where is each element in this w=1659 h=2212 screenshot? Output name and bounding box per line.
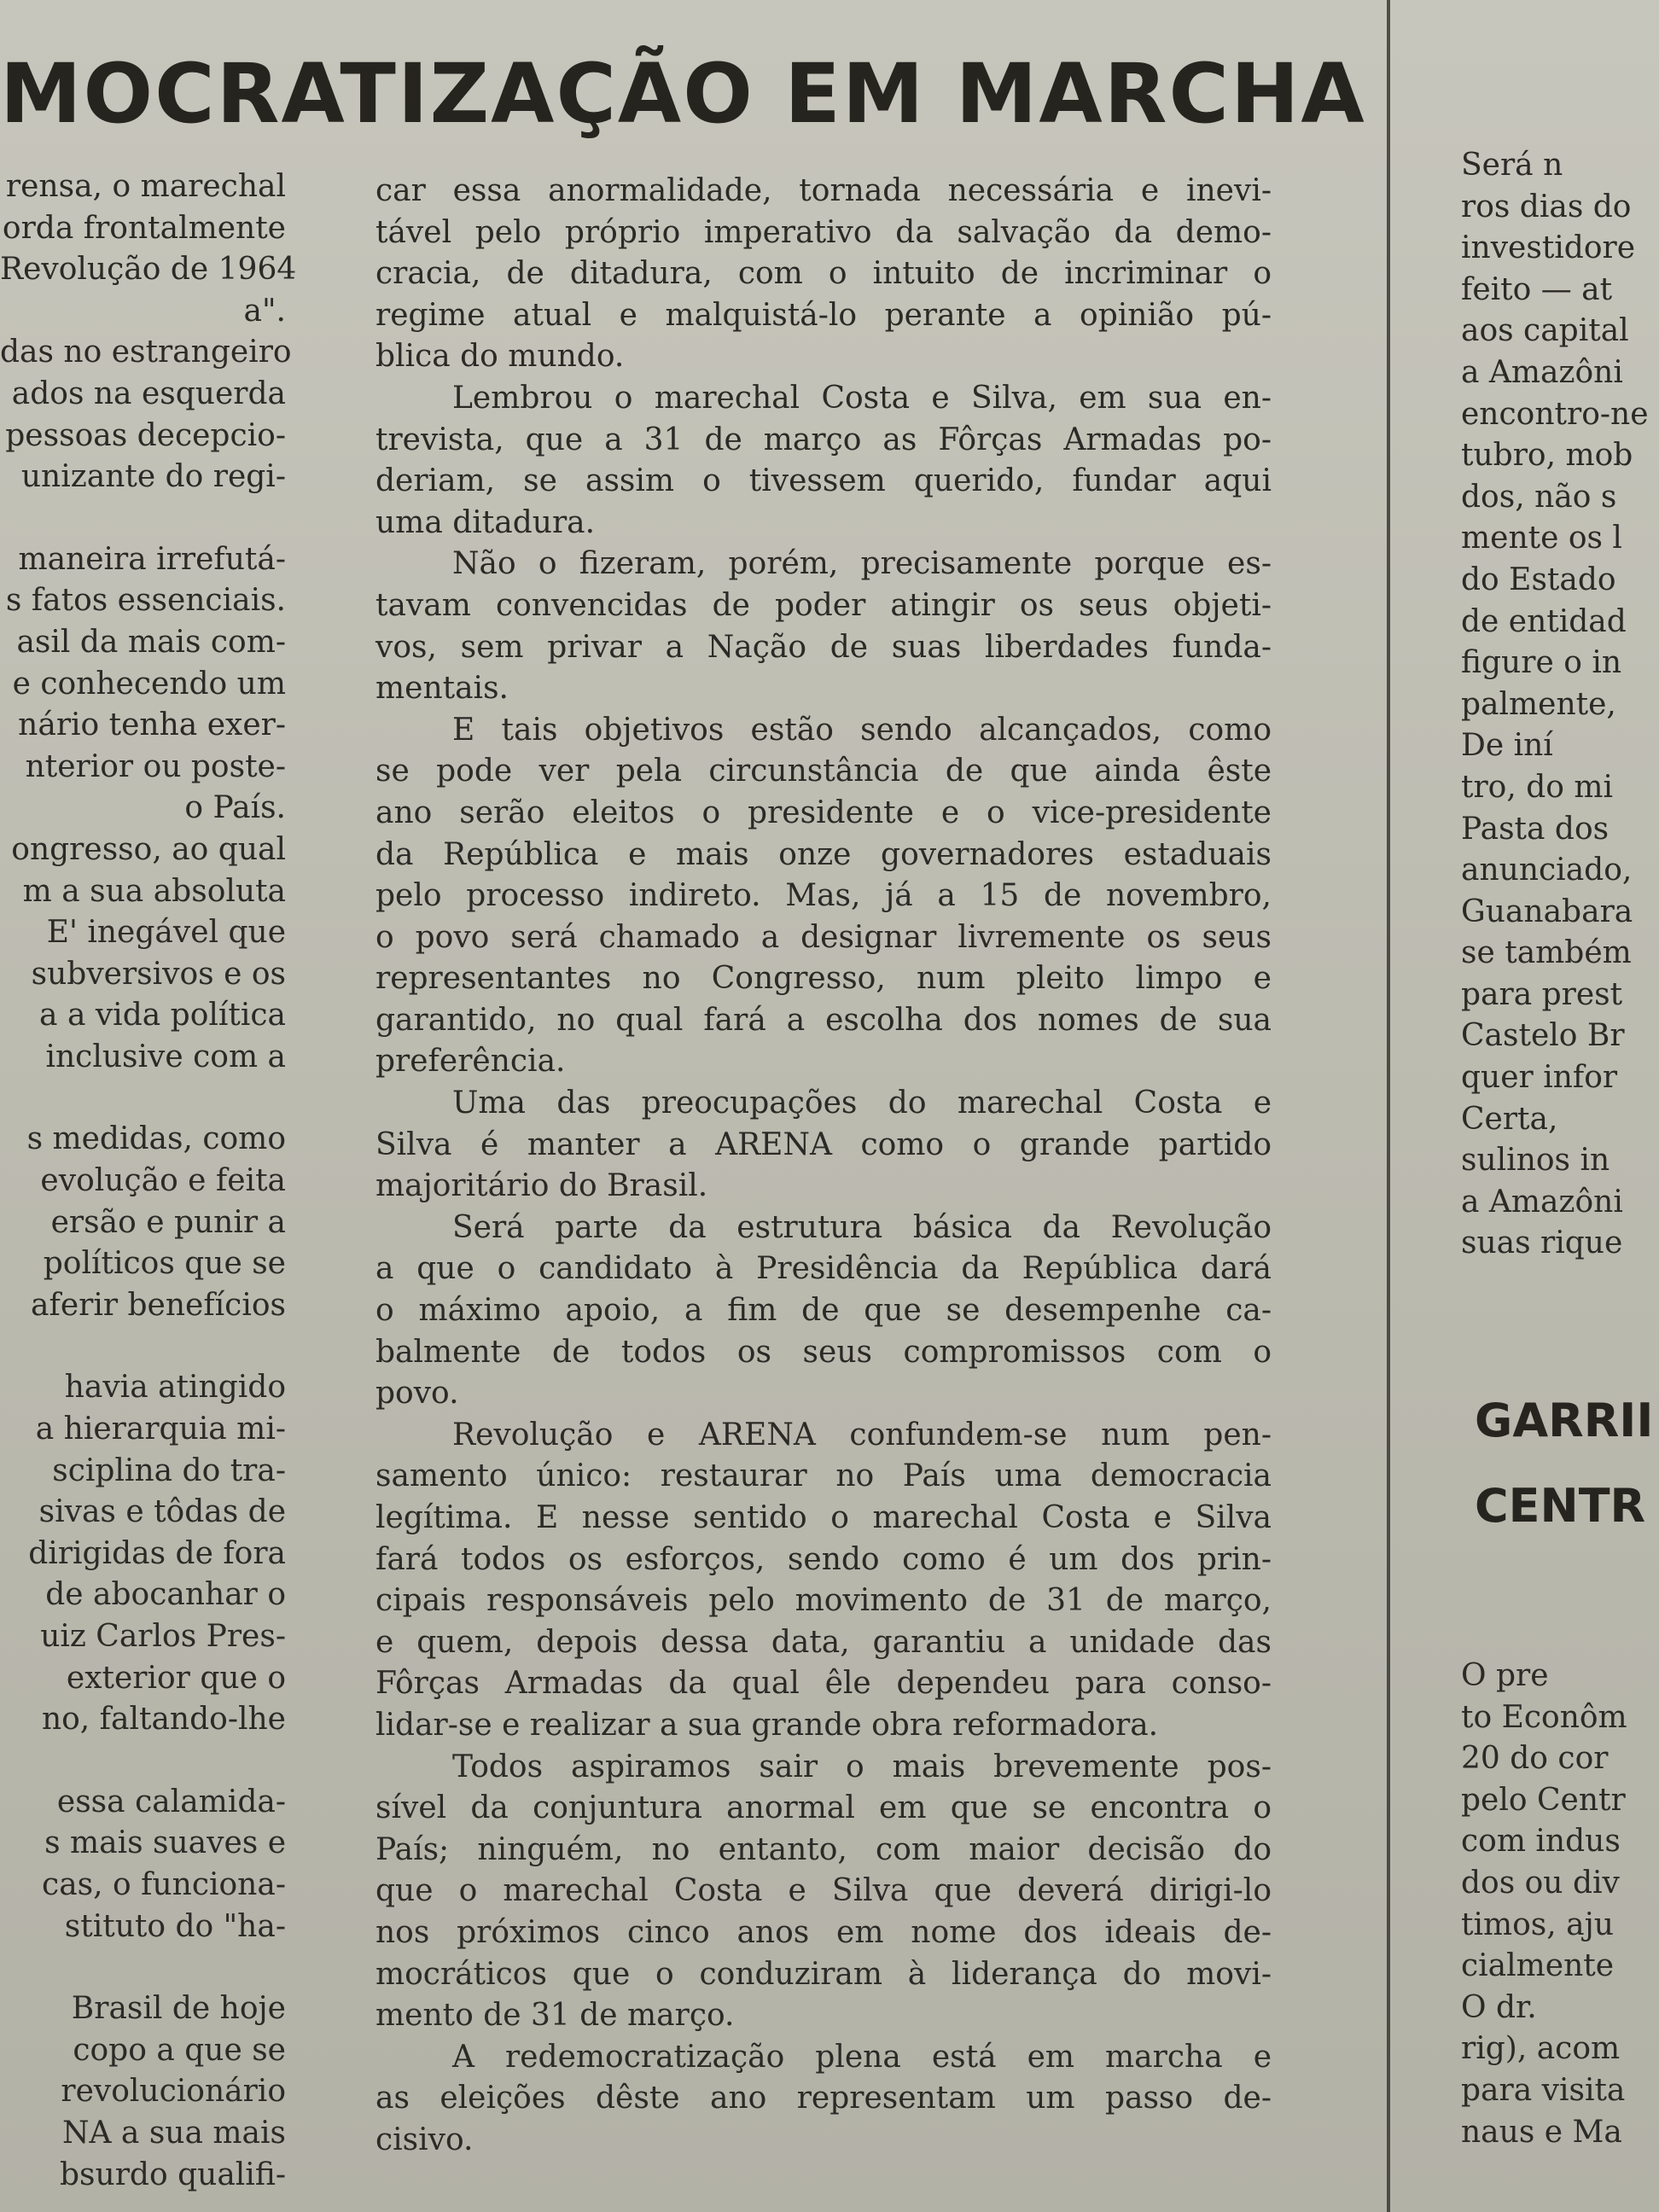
text-line: O pre bbox=[1461, 1658, 1549, 1693]
text-line: orda frontalmente bbox=[2, 210, 286, 246]
main-article-column bbox=[375, 171, 1272, 2162]
subhead-line: GARRII bbox=[1475, 1394, 1654, 1447]
text-line: tavam convencidas de poder atingir os seus objeti- bbox=[375, 587, 1272, 623]
text-line: dirigidas de fora bbox=[28, 1535, 286, 1571]
right-article-column-top bbox=[1461, 145, 1659, 1265]
text-line: vos, sem privar a Nação de suas liberdades funda- bbox=[375, 629, 1272, 665]
text-line: uma ditadura. bbox=[375, 504, 596, 540]
text-line: palmente, bbox=[1461, 686, 1616, 722]
text-line: stituto do "ha- bbox=[64, 1908, 286, 1944]
text-line: anunciado, bbox=[1461, 853, 1633, 888]
text-line: Será n bbox=[1461, 148, 1563, 183]
text-line: s fatos essenciais. bbox=[5, 583, 286, 619]
text-line: de abocanhar o bbox=[45, 1577, 286, 1613]
text-line: que o marechal Costa e Silva que deverá dirigi-lo bbox=[375, 1873, 1272, 1909]
text-line: sivas e tôdas de bbox=[38, 1494, 286, 1530]
text-line: copo a que se bbox=[73, 2032, 286, 2068]
text-line: feito — at bbox=[1461, 271, 1613, 307]
text-line: e quem, depois dessa data, garantiu a unidade das bbox=[375, 1624, 1272, 1660]
text-line: O dr. bbox=[1461, 1989, 1537, 2025]
text-line: Guanabara bbox=[1461, 894, 1633, 929]
text-line: mocráticos que o conduziram à liderança do movi- bbox=[375, 1956, 1272, 1992]
text-line: essa calamida- bbox=[56, 1784, 286, 1819]
text-line: regime atual e malquistá-lo perante a opinião pú- bbox=[375, 297, 1272, 333]
text-line: cipais responsáveis pelo movimento de 31 de março, bbox=[375, 1583, 1272, 1619]
text-line: Revolução e ARENA confundem-se num pen- bbox=[452, 1417, 1272, 1452]
text-line: aferir benefícios bbox=[31, 1287, 286, 1323]
text-line: pelo Centr bbox=[1461, 1782, 1626, 1818]
paragraph-gap bbox=[0, 1947, 286, 1988]
text-line: no, faltando-lhe bbox=[41, 1702, 286, 1738]
text-line: exterior que o bbox=[66, 1660, 286, 1696]
text-line: a a vida política bbox=[39, 998, 286, 1033]
text-line: sível da conjuntura anormal em que se encontra o bbox=[375, 1790, 1272, 1826]
text-line: subversivos e os bbox=[31, 956, 286, 992]
text-line: to Econôm bbox=[1461, 1699, 1627, 1735]
text-line: naus e Ma bbox=[1461, 2114, 1622, 2150]
text-line: mente os l bbox=[1461, 521, 1622, 556]
text-line: País; ninguém, no entanto, com maior decisão do bbox=[375, 1831, 1272, 1867]
text-line: NA a sua mais bbox=[61, 2115, 286, 2151]
text-line: Revolução de 1964 bbox=[0, 252, 297, 288]
text-line: sciplina do tra- bbox=[52, 1452, 286, 1488]
paragraph-gap bbox=[0, 1741, 286, 1782]
text-line: maneira irrefutá- bbox=[18, 541, 286, 577]
text-line: asil da mais com- bbox=[16, 624, 286, 660]
text-line: suas rique bbox=[1461, 1225, 1623, 1261]
text-line: balmente de todos os seus compromissos com o bbox=[375, 1334, 1272, 1370]
paragraph-gap bbox=[0, 1326, 286, 1367]
text-line: representantes no Congresso, num pleito limpo e bbox=[375, 961, 1272, 997]
text-line: ongresso, ao qual bbox=[11, 831, 286, 867]
text-line: inclusive com a bbox=[45, 1039, 286, 1074]
text-line: Pasta dos bbox=[1461, 811, 1610, 847]
text-line: mentais. bbox=[375, 671, 509, 707]
text-line: bsurdo qualifi- bbox=[60, 2157, 286, 2192]
text-line: 20 do cor bbox=[1461, 1741, 1609, 1777]
text-line: investidore bbox=[1461, 230, 1636, 266]
subhead-line: CENTR bbox=[1475, 1479, 1646, 1533]
text-line: deriam, se assim o tivessem querido, fundar aqui bbox=[375, 463, 1272, 499]
text-line: Fôrças Armadas da qual êle dependeu para conso- bbox=[375, 1666, 1272, 1702]
text-line: a que o candidato à Presidência da República dará bbox=[375, 1251, 1272, 1287]
column-rule bbox=[1387, 0, 1390, 2212]
text-line: Brasil de hoje bbox=[71, 1991, 286, 2027]
text-line: tubro, mob bbox=[1461, 438, 1633, 474]
text-line: Será parte da estrutura básica da Revolução bbox=[452, 1209, 1272, 1245]
text-line: garantido, no qual fará a escolha dos nomes de sua bbox=[375, 1002, 1272, 1038]
text-line: trevista, que a 31 de março as Fôrças Armadas po- bbox=[375, 422, 1272, 457]
text-line: se também bbox=[1461, 935, 1632, 971]
text-line: e conhecendo um bbox=[12, 666, 286, 701]
text-line: tro, do mi bbox=[1461, 769, 1614, 805]
text-line: havia atingido bbox=[64, 1370, 286, 1406]
text-line: nos próximos cinco anos em nome dos ideais de- bbox=[375, 1914, 1272, 1950]
text-line: as eleições dêste ano representam um passo de- bbox=[375, 2081, 1272, 2116]
text-line: o povo será chamado a designar livremente os seus bbox=[375, 919, 1272, 955]
text-line: lidar-se e realizar a sua grande obra reformadora. bbox=[375, 1707, 1159, 1743]
text-line: evolução e feita bbox=[40, 1163, 286, 1199]
text-line: do Estado bbox=[1461, 562, 1616, 597]
text-line: a Amazôni bbox=[1461, 1184, 1623, 1220]
text-line: s medidas, como bbox=[26, 1121, 286, 1157]
text-line: samento único: restaurar no País uma democracia bbox=[375, 1458, 1272, 1494]
text-line: ano serão eleitos o presidente e o vice-presidente bbox=[375, 795, 1272, 830]
text-line: cisivo. bbox=[375, 2122, 474, 2157]
text-line: para prest bbox=[1461, 976, 1623, 1012]
text-line: nário tenha exer- bbox=[18, 707, 286, 743]
text-line: da República e mais onze governadores estaduais bbox=[375, 836, 1272, 872]
text-line: dos, não s bbox=[1461, 479, 1617, 515]
text-line: m a sua absoluta bbox=[22, 873, 286, 909]
text-line: Castelo Br bbox=[1461, 1018, 1625, 1054]
text-line: figure o in bbox=[1461, 645, 1622, 681]
text-line: Certa, bbox=[1461, 1101, 1558, 1137]
text-line: unizante do regi- bbox=[20, 459, 286, 495]
text-line: das no estrangeiro bbox=[0, 335, 292, 370]
text-line: a". bbox=[243, 293, 286, 329]
left-article-column bbox=[0, 166, 297, 2196]
text-line: ros dias do bbox=[1461, 189, 1632, 224]
text-line: mento de 31 de março. bbox=[375, 1998, 735, 2034]
text-line: nterior ou poste- bbox=[25, 748, 286, 784]
text-line: sulinos in bbox=[1461, 1143, 1610, 1179]
text-line: car essa anormalidade, tornada necessária e inevi- bbox=[375, 173, 1272, 208]
text-line: a hierarquia mi- bbox=[35, 1412, 286, 1447]
text-line: ersão e punir a bbox=[50, 1204, 286, 1240]
text-line: pelo processo indireto. Mas, já a 15 de novembro, bbox=[375, 878, 1272, 914]
right-article-column-bottom bbox=[1461, 1656, 1659, 2153]
text-line: timos, aju bbox=[1461, 1906, 1614, 1942]
text-line: s mais suaves e bbox=[44, 1825, 286, 1861]
text-line: E tais objetivos estão sendo alcançados, como bbox=[452, 712, 1272, 748]
text-line: povo. bbox=[375, 1376, 459, 1412]
text-line: a Amazôni bbox=[1461, 354, 1623, 390]
text-line: Silva é manter a ARENA como o grande partido bbox=[375, 1126, 1272, 1162]
text-line: dos ou div bbox=[1461, 1865, 1620, 1901]
text-line: majoritário do Brasil. bbox=[375, 1168, 708, 1204]
text-line: De iní bbox=[1461, 728, 1553, 764]
text-line: rig), acom bbox=[1461, 2031, 1621, 2067]
text-line: cas, o funciona- bbox=[42, 1866, 286, 1902]
text-line: com indus bbox=[1461, 1824, 1621, 1860]
text-line: uiz Carlos Pres- bbox=[40, 1619, 286, 1654]
text-line: cialmente bbox=[1461, 1948, 1615, 1984]
text-line: encontro-ne bbox=[1461, 396, 1649, 432]
text-line: o País. bbox=[184, 790, 286, 826]
text-line: blica do mundo. bbox=[375, 339, 625, 375]
text-line: legítima. E nesse sentido o marechal Costa e Silva bbox=[375, 1500, 1272, 1535]
text-line: fará todos os esforços, sendo como é um dos prin- bbox=[375, 1541, 1272, 1577]
text-line: preferência. bbox=[375, 1044, 566, 1080]
text-line: E' inegável que bbox=[46, 915, 286, 951]
text-line: rensa, o marechal bbox=[5, 169, 286, 204]
text-line: quer infor bbox=[1461, 1060, 1618, 1096]
text-line: políticos que se bbox=[43, 1246, 286, 1282]
text-line: Lembrou o marechal Costa e Silva, em sua en- bbox=[452, 380, 1272, 416]
text-line: cracia, de ditadura, com o intuito de incriminar o bbox=[375, 256, 1272, 292]
text-line: aos capital bbox=[1461, 313, 1629, 349]
text-line: Não o fizeram, porém, precisamente porque es- bbox=[452, 546, 1272, 582]
text-line: Uma das preocupações do marechal Costa e bbox=[452, 1086, 1272, 1121]
text-line: tável pelo próprio imperativo da salvação da demo- bbox=[375, 214, 1272, 250]
text-line: de entidad bbox=[1461, 603, 1627, 639]
text-line: para visita bbox=[1461, 2072, 1626, 2108]
text-line: revolucionário bbox=[61, 2074, 286, 2110]
paragraph-gap bbox=[0, 1078, 286, 1119]
text-line: A redemocratização plena está em marcha e bbox=[452, 2039, 1272, 2075]
paragraph-gap bbox=[0, 498, 286, 539]
text-line: o máximo apoio, a fim de que se desempenhe ca- bbox=[375, 1293, 1272, 1329]
text-line: Todos aspiramos sair o mais brevemente pos- bbox=[452, 1749, 1272, 1784]
text-line: se pode ver pela circunstância de que ainda êste bbox=[375, 754, 1272, 789]
text-line: ados na esquerda bbox=[11, 375, 286, 411]
right-article-headline bbox=[1475, 1378, 1659, 1549]
headline: MOCRATIZAÇÃO EM MARCHA bbox=[0, 46, 1366, 142]
text-line: pessoas decepcio- bbox=[5, 417, 286, 453]
